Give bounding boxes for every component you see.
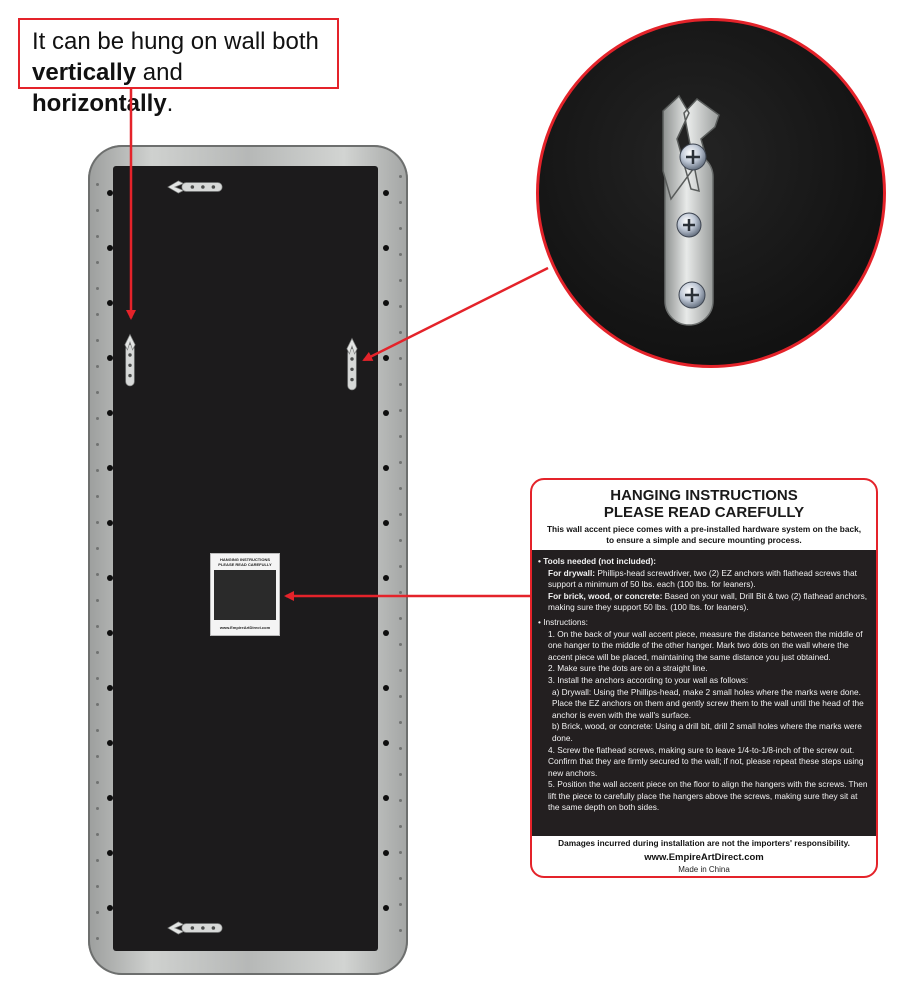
rivet <box>107 850 113 856</box>
callout-end: . <box>166 90 174 117</box>
rivet <box>383 520 389 526</box>
frame-screw-dot <box>399 227 402 230</box>
frame-screw-dot <box>399 617 402 620</box>
rivet <box>107 190 113 196</box>
callout-bold-vertically: vertically <box>32 59 137 86</box>
instructions-subtitle-line2: to ensure a simple and secure mounting process. <box>606 535 802 545</box>
rivet <box>383 190 389 196</box>
frame-screw-dot <box>399 565 402 568</box>
frame-screw-dot <box>399 253 402 256</box>
frame-screw-dot <box>399 747 402 750</box>
callout-mid: and <box>136 59 183 86</box>
frame-screw-dot <box>399 487 402 490</box>
rivet <box>383 245 389 251</box>
frame-screw-dot <box>96 287 99 290</box>
step-3: 3. Install the anchors according to your wall as follows: <box>548 674 749 685</box>
frame-screw-dot <box>399 435 402 438</box>
callout-line2 <box>32 57 325 119</box>
rivet <box>383 685 389 691</box>
instructions-heading: • Instructions: <box>538 616 588 627</box>
step-3a: a) Drywall: Using the Phillips-head, make 2 small holes where the marks were done. Place the EZ anchors on them and gently screw them to the wall until the head of the anchor is even with the wall's surface. <box>552 686 864 720</box>
rivet <box>107 795 113 801</box>
made-in-text: Made in China <box>678 865 730 874</box>
frame-screw-dot <box>399 643 402 646</box>
frame-screw-dot <box>96 885 99 888</box>
frame-screw-dot <box>96 261 99 264</box>
step-3b: b) Brick, wood, or concrete: Using a drill bit, drill 2 small holes where the marks were done. <box>552 721 862 743</box>
drywall-text: Phillips-head screwdriver, two (2) EZ anchors with flathead screws that support a minimum of 50 lbs. each (100 lbs. for leaners). <box>548 567 857 590</box>
rivet <box>383 410 389 416</box>
step-5: 5. Position the wall accent piece on the floor to align the hangers with the screws. Then lift the piece to carefully place the hangers above the screws, making sure they sit at the same depth on both sides. <box>548 779 868 813</box>
rivet <box>107 520 113 526</box>
frame-screw-dot <box>399 513 402 516</box>
top-horizontal-hanger-icon <box>166 180 224 194</box>
right-vertical-hanger-icon <box>346 336 358 394</box>
frame-screw-dot <box>96 495 99 498</box>
rivet <box>383 905 389 911</box>
rivet <box>107 465 113 471</box>
hanger-closeup-circle <box>536 18 886 368</box>
frame-screw-dot <box>399 825 402 828</box>
frame-screw-dot <box>399 383 402 386</box>
frame-screw-dot <box>399 331 402 334</box>
frame-screw-dot <box>96 677 99 680</box>
instructions-subtitle-line1: This wall accent piece comes with a pre-installed hardware system on the back, <box>546 524 861 534</box>
rivet <box>383 795 389 801</box>
rivet <box>107 685 113 691</box>
frame-screw-dot <box>399 409 402 412</box>
orientation-callout <box>18 18 339 117</box>
brick-text: Based on your wall, Drill Bit & two (2) flathead anchors, making sure they support 50 lbs. (100 lbs. for leaners). <box>548 590 868 613</box>
small-label-title-1: HANGING INSTRUCTIONS <box>220 557 270 562</box>
frame-screw-dot <box>399 877 402 880</box>
rivet <box>383 575 389 581</box>
rivet <box>383 355 389 361</box>
small-instruction-label <box>210 553 280 636</box>
frame-screw-dot <box>399 773 402 776</box>
frame-screw-dot <box>96 755 99 758</box>
rivet <box>107 245 113 251</box>
frame-screw-dot <box>96 859 99 862</box>
frame-screw-dot <box>399 903 402 906</box>
frame-screw-dot <box>399 695 402 698</box>
frame-screw-dot <box>399 357 402 360</box>
rivet <box>107 355 113 361</box>
frame-screw-dot <box>399 175 402 178</box>
frame-screw-dot <box>96 807 99 810</box>
rivet <box>107 575 113 581</box>
brick-label: For brick, wood, or concrete: <box>548 590 663 601</box>
frame-screw-dot <box>399 669 402 672</box>
frame-screw-dot <box>399 851 402 854</box>
instructions-title-1: HANGING INSTRUCTIONS <box>610 487 798 504</box>
callout-bold-horizontally: horizontally <box>32 90 167 117</box>
frame-screw-dot <box>399 461 402 464</box>
instructions-body <box>532 550 876 836</box>
frame-screw-dot <box>96 937 99 940</box>
step-2: 2. Make sure the dots are on a straight line. <box>548 663 708 674</box>
frame-screw-dot <box>96 599 99 602</box>
frame-screw-dot <box>96 443 99 446</box>
frame-screw-dot <box>399 279 402 282</box>
frame-screw-dot <box>96 391 99 394</box>
frame-screw-dot <box>96 339 99 342</box>
callout-line1: It can be hung on wall both <box>32 28 319 55</box>
frame-screw-dot <box>96 521 99 524</box>
frame-screw-dot <box>399 591 402 594</box>
tools-heading: • Tools needed (not included): <box>538 556 656 566</box>
rivet <box>383 465 389 471</box>
frame-screw-dot <box>399 201 402 204</box>
rivet <box>383 740 389 746</box>
frame-screw-dot <box>399 721 402 724</box>
frame-screw-dot <box>96 651 99 654</box>
drywall-label: For drywall: <box>548 567 596 578</box>
frame-screw-dot <box>96 729 99 732</box>
small-label-title-2: PLEASE READ CAREFULLY <box>218 562 272 567</box>
frame-screw-dot <box>96 235 99 238</box>
frame-screw-dot <box>96 209 99 212</box>
rivet <box>107 300 113 306</box>
frame-screw-dot <box>96 703 99 706</box>
hanging-instructions-card <box>530 478 878 878</box>
small-label-footer: www.EmpireArtDirect.com <box>219 625 271 630</box>
bottom-horizontal-hanger-icon <box>166 921 224 935</box>
frame-screw-dot <box>96 573 99 576</box>
step-4: 4. Screw the flathead screws, making sure to leave 1/4-to-1/8-inch of the screw out. Confirm that they are firmly secured to the wall; if not, please repeat these steps using new anchors. <box>548 744 864 778</box>
frame-screw-dot <box>399 305 402 308</box>
small-label-text-block <box>214 570 276 620</box>
frame-screw-dot <box>96 781 99 784</box>
instructions-title-2: PLEASE READ CAREFULLY <box>603 504 805 521</box>
frame-screw-dot <box>96 469 99 472</box>
rivet <box>107 630 113 636</box>
rivet <box>107 905 113 911</box>
hanger-closeup-icon <box>539 21 886 368</box>
frame-screw-dot <box>96 417 99 420</box>
left-vertical-hanger-icon <box>124 332 136 390</box>
frame-screw-dot <box>399 799 402 802</box>
rivet <box>107 410 113 416</box>
frame-screw-dot <box>96 833 99 836</box>
frame-screw-dot <box>96 183 99 186</box>
frame-screw-dot <box>399 539 402 542</box>
frame-screw-dot <box>96 625 99 628</box>
instructions-subtitle <box>532 524 876 546</box>
damages-notice: Damages incurred during installation are not the importers' responsibility. <box>558 838 850 848</box>
frame-screw-dot <box>96 547 99 550</box>
website-text: www.EmpireArtDirect.com <box>644 852 764 863</box>
frame-screw-dot <box>96 313 99 316</box>
step-1: 1. On the back of your wall accent piece, measure the distance between the middle of one hanger to the middle of the other hanger. Mark two dots on the wall where the accent piece will be placed, maintaining the same distance you just obtained. <box>548 628 863 662</box>
rivet <box>383 850 389 856</box>
rivet <box>383 300 389 306</box>
frame-screw-dot <box>399 929 402 932</box>
rivet <box>383 630 389 636</box>
rivet <box>107 740 113 746</box>
frame-screw-dot <box>96 911 99 914</box>
frame-screw-dot <box>96 365 99 368</box>
